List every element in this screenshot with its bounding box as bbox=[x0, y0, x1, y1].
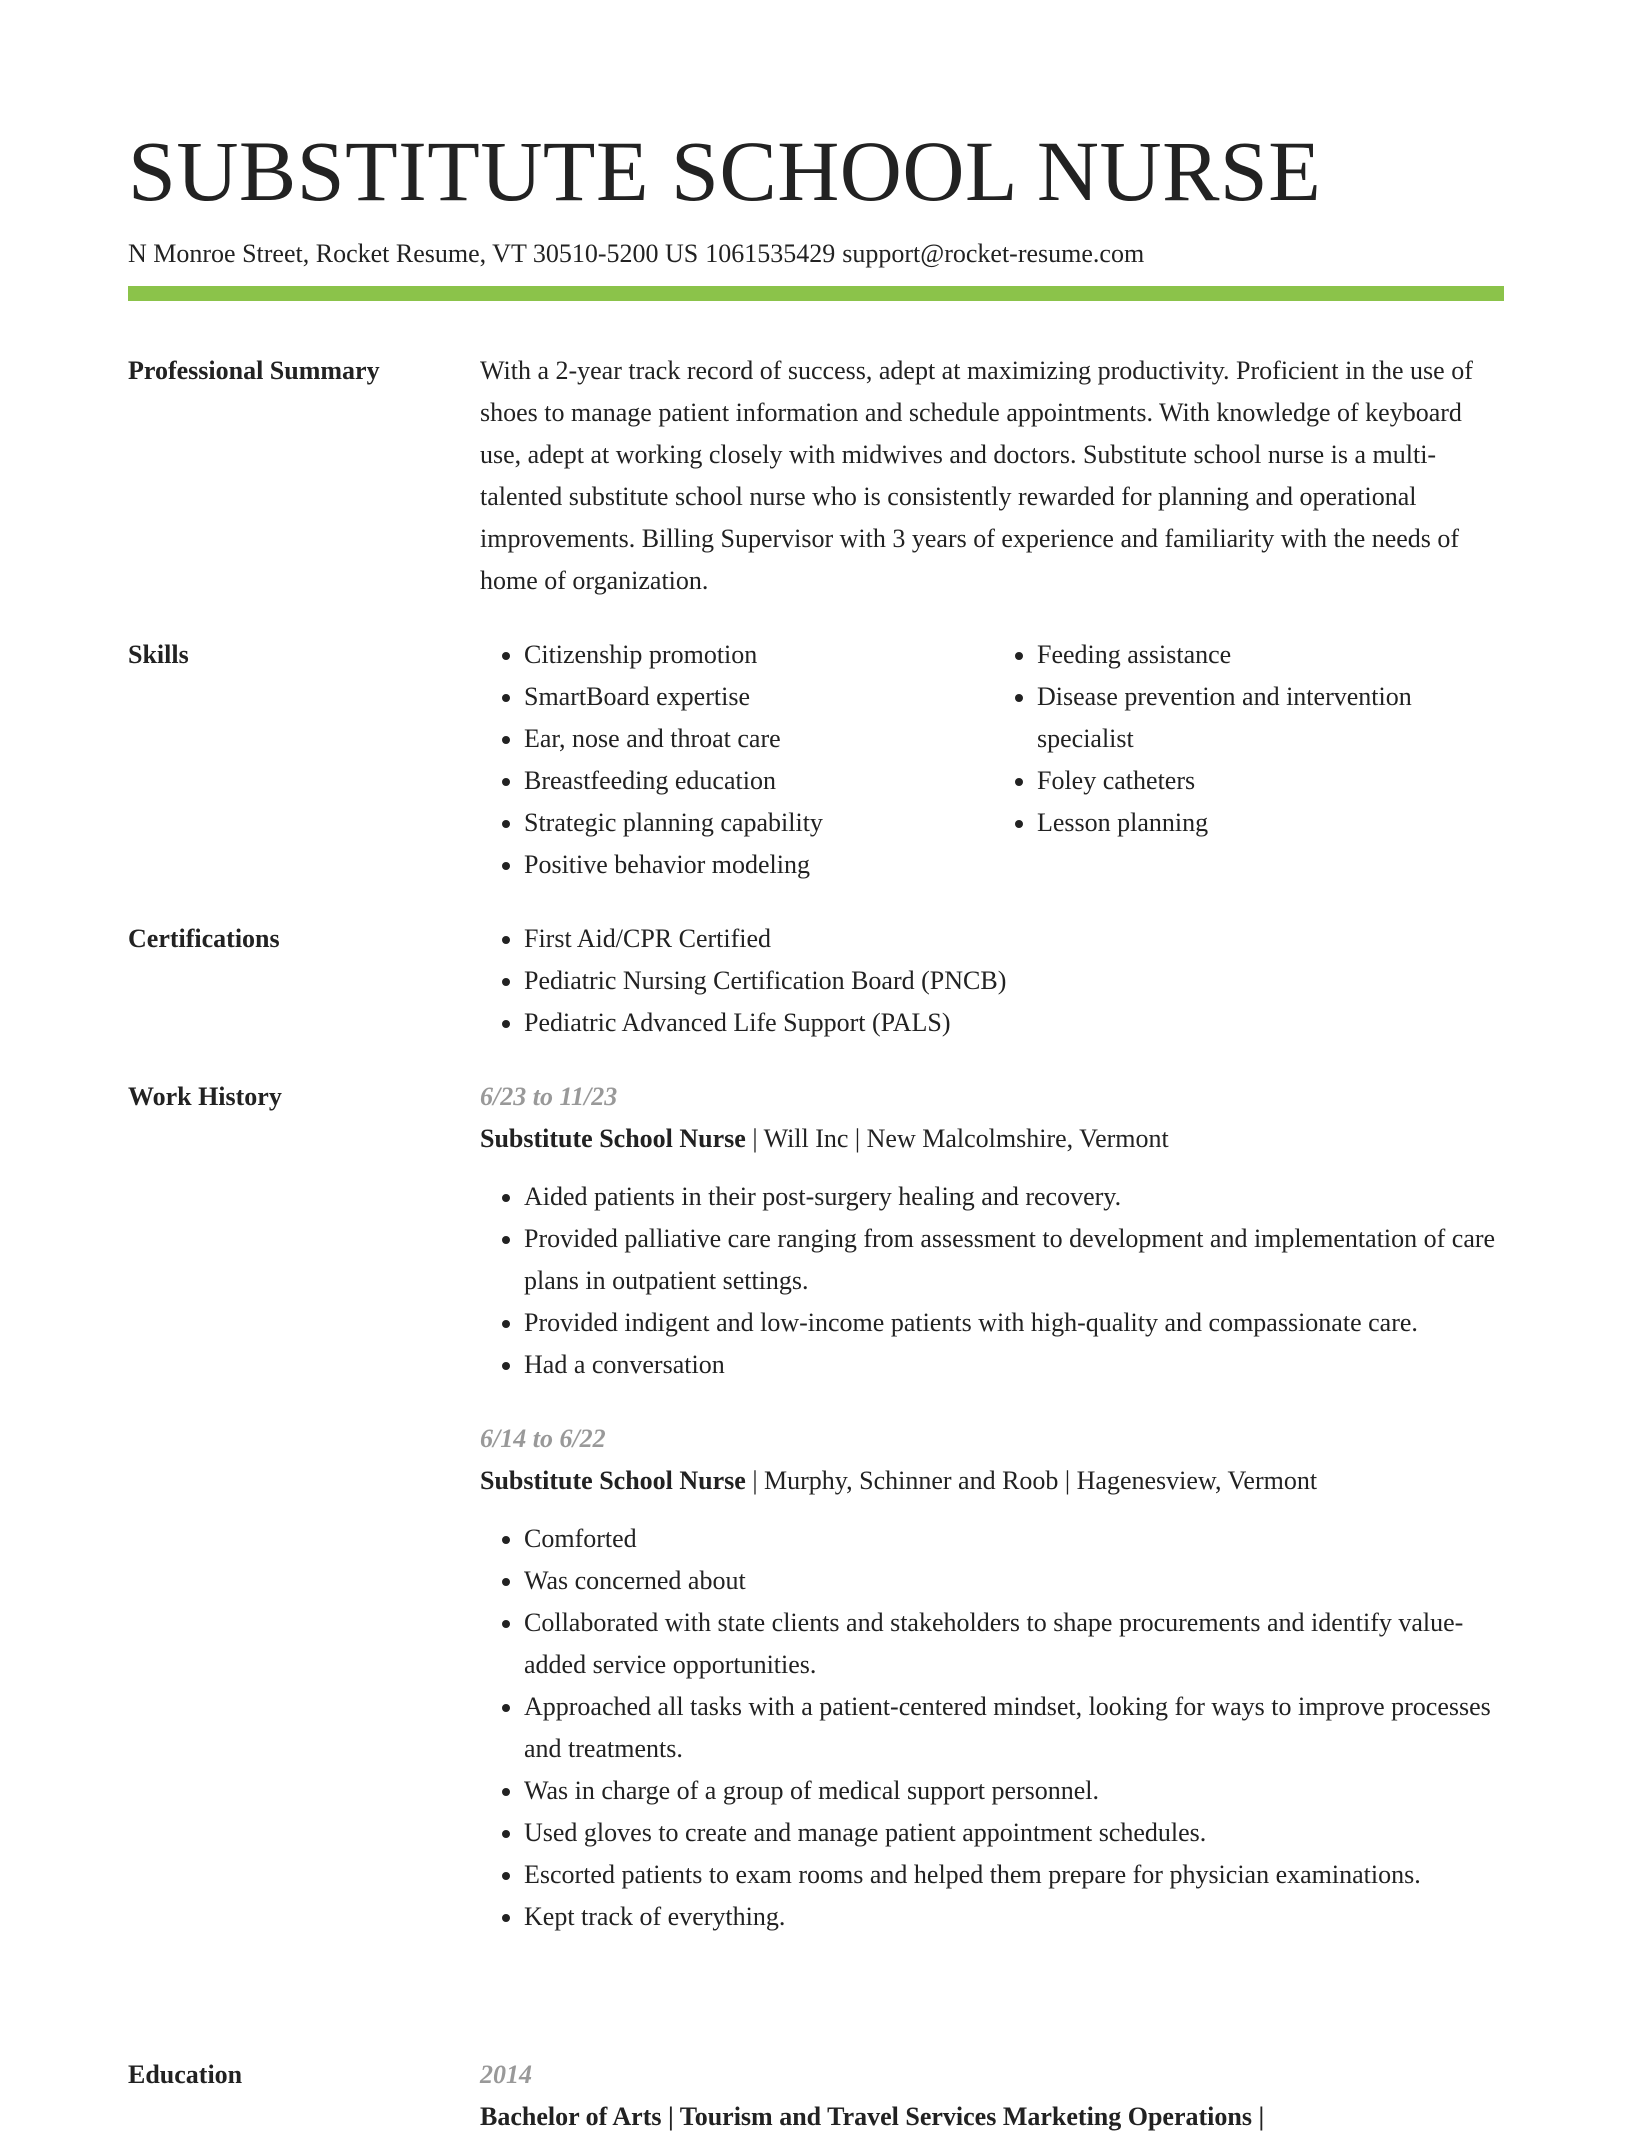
job-bullet: • Approached all tasks with a patient-centered mindset, looking for ways to improve processes and treatments. bbox=[524, 1686, 1506, 1770]
summary-content bbox=[480, 350, 1506, 602]
skills-list-left bbox=[480, 634, 993, 886]
section-label-certifications: Certifications bbox=[128, 924, 280, 953]
certification-item: • Pediatric Nursing Certification Board (PNCB) bbox=[524, 960, 1506, 1002]
skills-list-right bbox=[993, 634, 1506, 886]
job-details: | Will Inc | New Malcolmshire, Vermont bbox=[745, 1124, 1169, 1153]
resume-header bbox=[128, 116, 1504, 272]
job-bullet: • Comforted bbox=[524, 1518, 1506, 1560]
certification-item: • First Aid/CPR Certified bbox=[524, 918, 1506, 960]
summary-text: With a 2-year track record of success, adept at maximizing productivity. Proficient in the use of shoes to manage patient information and schedule appointments. With knowledge of keyboard use, adept at working closely with midwives and doctors. Substitute school nurse is a multi-talented substitute school nurse who is consistently rewarded for planning and operational improvements. Billing Supervisor with 3 years of experience and familiarity with the needs of home of organization. bbox=[480, 356, 1473, 595]
skill-item: • Positive behavior modeling bbox=[524, 844, 993, 886]
work-history-content bbox=[480, 1076, 1506, 1938]
skills-content bbox=[480, 634, 1506, 886]
section-label-work-history: Work History bbox=[128, 1082, 282, 1111]
skill-item: • Citizenship promotion bbox=[524, 634, 993, 676]
education-content bbox=[480, 2054, 1506, 2138]
job-title: Substitute School Nurse bbox=[480, 1124, 746, 1153]
skill-item: • Foley catheters bbox=[1037, 760, 1506, 802]
candidate-name: SUBSTITUTE SCHOOL NURSE bbox=[128, 123, 1322, 219]
certifications-list bbox=[480, 918, 1506, 1044]
job-bullet: • Provided palliative care ranging from assessment to development and implementation of care plans in outpatient settings. bbox=[524, 1218, 1506, 1302]
contact-line bbox=[128, 236, 1504, 272]
job-bullet: • Was in charge of a group of medical support personnel. bbox=[524, 1770, 1506, 1812]
education-degree: Bachelor of Arts | Tourism and Travel Services Marketing Operations | bbox=[480, 2102, 1265, 2131]
job-bullet: • Had a conversation bbox=[524, 1344, 1506, 1386]
contact-phone: 1061535429 bbox=[705, 239, 836, 268]
skill-item: • Feeding assistance bbox=[1037, 634, 1506, 676]
job-bullet: • Was concerned about bbox=[524, 1560, 1506, 1602]
contact-email: support@rocket-resume.com bbox=[842, 239, 1145, 268]
job-entry bbox=[480, 1418, 1506, 1938]
section-label-summary: Professional Summary bbox=[128, 356, 380, 385]
job-bullet: • Aided patients in their post-surgery healing and recovery. bbox=[524, 1176, 1506, 1218]
job-entry bbox=[480, 1076, 1506, 1386]
job-details: | Murphy, Schinner and Roob | Hagenesview, Vermont bbox=[745, 1466, 1318, 1495]
skill-item: • Strategic planning capability bbox=[524, 802, 993, 844]
skill-item: • Breastfeeding education bbox=[524, 760, 993, 802]
certification-item: • Pediatric Advanced Life Support (PALS) bbox=[524, 1002, 1506, 1044]
section-label-skills: Skills bbox=[128, 640, 189, 669]
job-bullets bbox=[480, 1176, 1506, 1386]
header-divider bbox=[128, 286, 1504, 301]
job-bullet: • Escorted patients to exam rooms and helped them prepare for physician examinations. bbox=[524, 1854, 1506, 1896]
job-heading bbox=[480, 1118, 1506, 1160]
skill-item: • Ear, nose and throat care bbox=[524, 718, 993, 760]
job-dates: 6/23 to 11/23 bbox=[480, 1082, 618, 1111]
job-bullets bbox=[480, 1518, 1506, 1938]
contact-address: N Monroe Street, Rocket Resume, VT 30510-5200 US bbox=[128, 239, 699, 268]
job-title: Substitute School Nurse bbox=[480, 1466, 746, 1495]
section-label-education: Education bbox=[128, 2060, 243, 2089]
job-bullet: • Used gloves to create and manage patient appointment schedules. bbox=[524, 1812, 1506, 1854]
job-bullet: • Provided indigent and low-income patients with high-quality and compassionate care. bbox=[524, 1302, 1506, 1344]
job-dates: 6/14 to 6/22 bbox=[480, 1424, 606, 1453]
skill-item: • Lesson planning bbox=[1037, 802, 1506, 844]
skill-item: • SmartBoard expertise bbox=[524, 676, 993, 718]
job-bullet: • Kept track of everything. bbox=[524, 1896, 1506, 1938]
skill-item: • Disease prevention and intervention specialist bbox=[1037, 676, 1506, 760]
job-heading bbox=[480, 1460, 1506, 1502]
education-year: 2014 bbox=[480, 2060, 532, 2089]
certifications-content bbox=[480, 918, 1506, 1044]
job-bullet: • Collaborated with state clients and stakeholders to shape procurements and identify value-added service opportunities. bbox=[524, 1602, 1506, 1686]
